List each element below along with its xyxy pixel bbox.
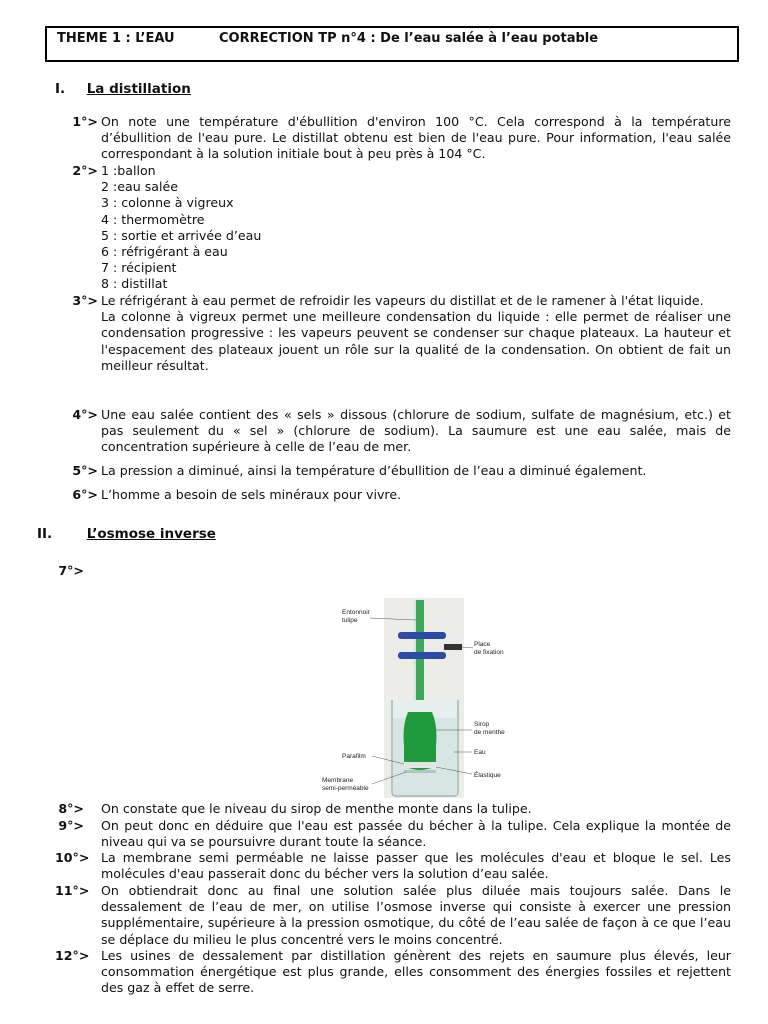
membrane (404, 770, 436, 773)
question-number: 4°> (72, 407, 98, 422)
label-eau: Eau (474, 749, 486, 756)
question-text: La pression a diminué, ainsi la température d’ébullition de l’eau a diminué également. (101, 463, 647, 478)
question-number: 9°> (58, 818, 84, 833)
question-text: Les usines de dessalement par distillation génèrent des rejets en saumure plus élevés, leur consommation énergétique est plus grande, elles consomment des énergies fossiles et rejettent des gaz à effet de serre. (101, 948, 731, 996)
question-text: On note une température d'ébullition d'environ 100 °C. Cela correspond à la température d’ébullition de l'eau pure. Le distillat obtenu est bien de l'eau pure. Pour information, l'eau salée correspondant à la solution initiale bout à peu près à 104 °C. (101, 114, 731, 162)
section-1-heading (55, 81, 191, 97)
question-number: 8°> (58, 801, 84, 816)
list-item: 4 : thermomètre (101, 211, 205, 227)
question-text: La membrane semi perméable ne laisse passer que les molécules d'eau et bloque le sel. Les molécules d'eau passerait donc du bécher vers la solution d’eau salée. (101, 850, 731, 882)
section-1-number: I. (55, 81, 66, 97)
section-2-number: II. (37, 526, 53, 542)
label-membrane-line1: Membrane (322, 777, 354, 784)
question-number: 10°> (55, 850, 90, 865)
label-place-line2: de fixation (474, 649, 504, 656)
label-entonnoir-line2: tulipe (342, 617, 358, 624)
label-entonnoir-line1: Entonnoir (342, 609, 370, 616)
list-item: 8 : distillat (101, 276, 168, 292)
question-text: Une eau salée contient des « sels » dissous (chlorure de sodium, sulfate de magnésium, etc.) et pas seulement du « sel » (chlorure de sodium). La saumure est une eau salée, mais de concentration supérieure à celle de l’eau de mer. (101, 407, 731, 455)
label-sirop-line2: de menthe (474, 729, 505, 736)
paragraph: Le réfrigérant à eau permet de refroidir les vapeurs du distillat et de le ramener à l'état liquide. (101, 293, 704, 308)
section-1-title: La distillation (86, 81, 191, 97)
section-2-title: L’osmose inverse (86, 526, 216, 542)
header-theme: THEME 1 : L’EAU (57, 31, 175, 46)
osmosis-experiment-photo (320, 596, 520, 801)
label-membrane-line2: semi-perméable (322, 785, 369, 792)
tulip-funnel (404, 712, 437, 770)
paragraph: La colonne à vigreux permet une meilleure condensation du liquide : elle permet de réaliser une condensation progressive : les vapeurs peuvent se condenser sur chaque plateaux. La hauteur et l'espacement des plateaux jouent un rôle sur la qualité de la condensation. On obtient de fait un meilleur résultat. (101, 309, 731, 373)
header-box (45, 26, 739, 62)
list-item: 1 :ballon (101, 163, 156, 178)
label-elastique: Élastique (474, 772, 501, 779)
question-number: 6°> (72, 487, 98, 502)
label-parafilm: Parafilm (342, 753, 366, 760)
question-number: 5°> (72, 463, 98, 478)
header-title: CORRECTION TP n°4 : De l’eau salée à l’eau potable (219, 31, 599, 46)
question-number: 2°> (72, 163, 98, 178)
question-number: 12°> (55, 948, 90, 963)
lower-clamp (398, 652, 446, 659)
clamp-holder (444, 644, 462, 650)
question-text: On peut donc en déduire que l'eau est passée du bécher à la tulipe. Cela explique la montée de niveau qui va se poursuivre durant toute la séance. (101, 818, 731, 850)
label-place-line1: Place (474, 641, 491, 648)
list-item: 3 : colonne à vigreux (101, 195, 234, 211)
question-number: 1°> (72, 114, 98, 129)
parafilm (404, 762, 436, 768)
apparatus-list (101, 163, 731, 293)
question-text: On constate que le niveau du sirop de menthe monte dans la tulipe. (101, 801, 532, 816)
question-text: On obtiendrait donc au final une solution salée plus diluée mais toujours salée. Dans le dessalement de l’eau de mer, on utilise l’osmose inverse qui consiste à exercer une pression supplémentaire, supérieure à la pression osmotique, du côté de l’eau salée de façon à ce que l’eau se déplace du milieu le plus concentré vers le moins concentré. (101, 883, 731, 947)
question-number: 11°> (55, 883, 90, 898)
list-item: 7 : récipient (101, 260, 177, 276)
question-number: 7°> (58, 563, 84, 578)
list-item: 5 : sortie et arrivée d’eau (101, 227, 262, 243)
upper-clamp (398, 632, 446, 639)
section-2-heading (37, 526, 216, 542)
question-number: 3°> (72, 293, 98, 308)
list-item: 6 : réfrigérant à eau (101, 244, 228, 260)
question-text: L’homme a besoin de sels minéraux pour vivre. (101, 487, 402, 502)
label-sirop-line1: Sirop (474, 721, 490, 728)
list-item: 2 :eau salée (101, 179, 178, 195)
